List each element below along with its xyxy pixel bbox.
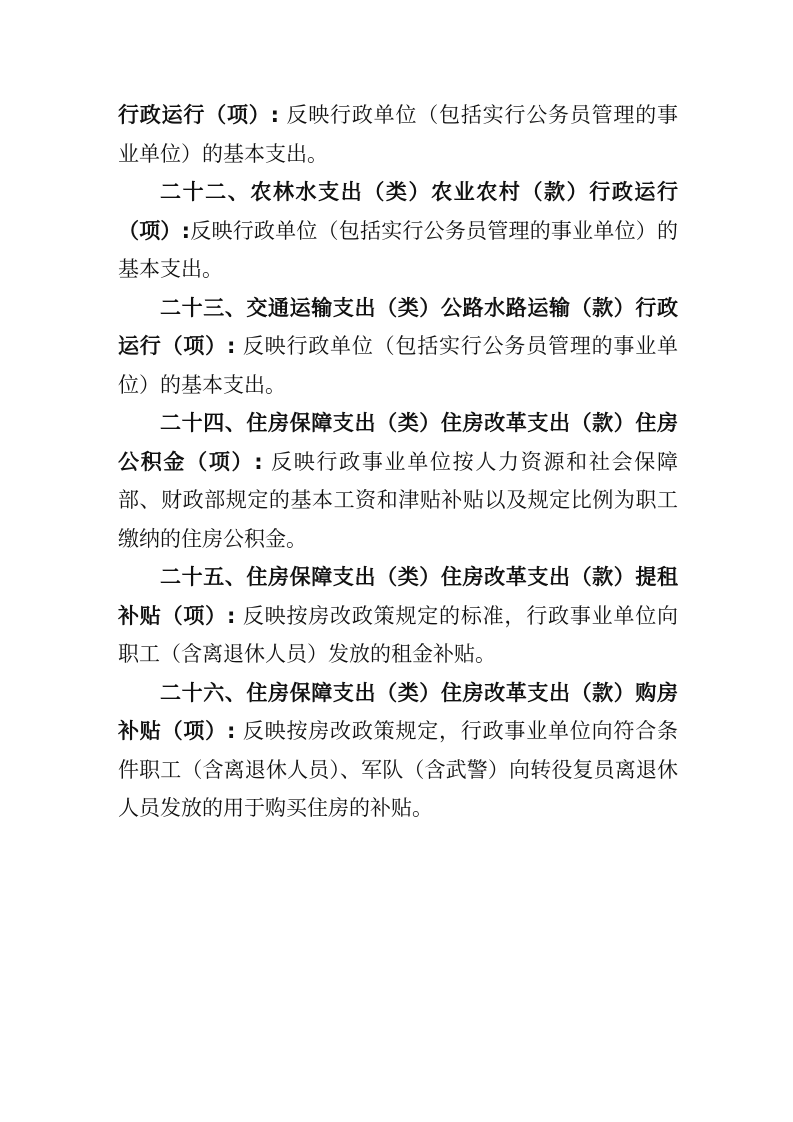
item-description: 反映按房改政策规定，行政事业单位向符合条件职工（含离退休人员）、军队（含武警）向转役复员离退休人员发放的用于购买住房的补贴。: [118, 719, 679, 820]
item-description: 反映行政事业单位按人力资源和社会保障部、财政部规定的基本工资和津贴补贴以及规定比例为职工缴纳的住房公积金。: [118, 449, 678, 551]
paragraph-22: [118, 173, 678, 289]
item-description: 反映行政单位（包括实行公务员管理的事业单位）的基本支出。: [118, 334, 679, 397]
item-description: 反映按房改政策规定的标准，行政事业单位向职工（含离退休人员）发放的租金补贴。: [118, 603, 679, 666]
paragraph-24: [118, 404, 678, 558]
item-heading: 二十五、住房保障支出（类）住房改革支出（款）提租补贴（项）:: [118, 565, 678, 628]
item-heading: 二十二、农林水支出（类）农业农村（款）行政运行（项）:: [118, 180, 678, 243]
paragraph-25: [118, 558, 678, 674]
item-heading: 行政运行（项）:: [118, 103, 279, 127]
item-heading: 二十四、住房保障支出（类）住房改革支出（款）住房公积金（项）:: [118, 411, 678, 474]
item-heading: 二十三、交通运输支出（类）公路水路运输（款）行政运行（项）:: [118, 295, 678, 358]
item-heading: 二十六、住房保障支出（类）住房改革支出（款）购房补贴（项）:: [118, 680, 678, 743]
paragraph-26: [118, 674, 678, 828]
item-description: 反映行政单位（包括实行公务员管理的事业单位）的基本支出。: [118, 103, 679, 166]
paragraph-23: [118, 289, 678, 405]
document-page: [118, 96, 678, 828]
paragraph-admin-operation: [118, 96, 678, 173]
item-description: 反映行政单位（包括实行公务员管理的事业单位）的基本支出。: [118, 218, 678, 281]
